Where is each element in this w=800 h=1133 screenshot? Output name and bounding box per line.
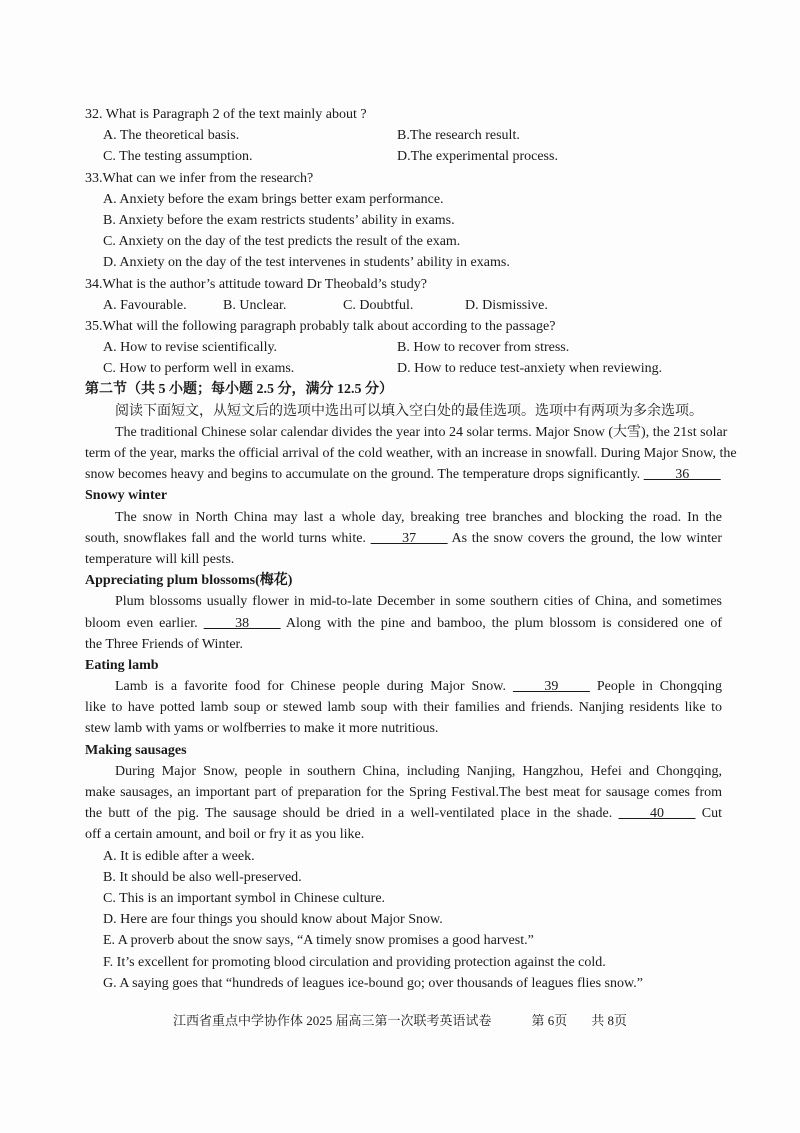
answer-option: B. How to recover from stress. bbox=[397, 340, 570, 356]
answer-option: C. How to perform well in exams. bbox=[103, 361, 295, 377]
choice-option: E. A proverb about the snow says, “A timely snow promises a good harvest.” bbox=[103, 933, 534, 949]
exam-title: 江西省重点中学协作体 2025 届高三第一次联考英语试卷 bbox=[172, 1013, 492, 1028]
answer-option: C. Doubtful. bbox=[343, 297, 414, 313]
answer-option: B. Unclear. bbox=[223, 297, 287, 313]
answer-option: A. Anxiety before the exam brings better exam performance. bbox=[103, 191, 444, 207]
option-row bbox=[85, 337, 722, 358]
passage-line: off a certain amount, and boil or fry it as you like. bbox=[85, 827, 365, 843]
passage-line: The traditional Chinese solar calendar divides the year into 24 solar terms. Major Snow (大雪), the 21st solar bbox=[115, 424, 728, 440]
question-stem: 33.What can we infer from the research? bbox=[85, 170, 314, 186]
passage-line: During Major Snow, people in southern China, including Nanjing, Hangzhou, Hefei and Chongqing, bbox=[115, 763, 722, 779]
question-stem: 35.What will the following paragraph probably talk about according to the passage? bbox=[85, 318, 556, 334]
answer-option: D. Anxiety on the day of the test intervenes in students’ ability in exams. bbox=[103, 255, 510, 271]
answer-option: D. How to reduce test-anxiety when reviewing. bbox=[397, 361, 663, 377]
question-stem: 34.What is the author’s attitude toward Dr Theobald’s study? bbox=[85, 276, 428, 292]
exam-content bbox=[85, 104, 737, 994]
answer-option: C. The testing assumption. bbox=[103, 149, 253, 165]
answer-option: A. How to revise scientifically. bbox=[103, 340, 278, 356]
passage-line: bloom even earlier. 38 Along with the pine and bamboo, the plum blossom is considered one of bbox=[85, 613, 722, 634]
passage-line: make sausages, an important part of preparation for the Spring Festival.The best meat for sausage comes from bbox=[85, 785, 722, 800]
option-row bbox=[85, 146, 722, 167]
blank-40: 40 bbox=[618, 806, 696, 822]
choice-option: G. A saying goes that “hundreds of leagues ice-bound go; over thousands of leagues flies snow.” bbox=[103, 975, 643, 991]
passage-subheading: Eating lamb bbox=[85, 657, 159, 673]
page-number: 第 6页 bbox=[531, 1013, 568, 1028]
choice-option: F. It’s excellent for promoting blood circulation and providing protection against the cold. bbox=[103, 954, 606, 970]
passage-line: The snow in North China may last a whole day, breaking tree branches and blocking the road. In the bbox=[115, 509, 722, 525]
question-stem: 32. What is Paragraph 2 of the text mainly about ? bbox=[85, 107, 367, 122]
answer-option: A. Favourable. bbox=[103, 297, 187, 313]
answer-option: D.The experimental process. bbox=[397, 149, 558, 165]
answer-option: D. Dismissive. bbox=[465, 297, 548, 313]
choice-option: B. It should be also well-preserved. bbox=[103, 869, 302, 885]
passage-line: stew lamb with yams or wolfberries to make it more nutritious. bbox=[85, 721, 439, 737]
answer-option: A. The theoretical basis. bbox=[103, 128, 240, 144]
option-row bbox=[85, 358, 722, 379]
answer-option: C. Anxiety on the day of the test predicts the result of the exam. bbox=[103, 234, 461, 250]
passage-line: like to have potted lamb soup or stewed lamb soup with their families and friends. Nanjing residents like to bbox=[85, 700, 722, 716]
passage-line: temperature will kill pests. bbox=[85, 551, 235, 567]
answer-option: B.The research result. bbox=[397, 128, 520, 144]
page-footer bbox=[0, 1010, 800, 1029]
blank-38: 38 bbox=[203, 615, 281, 631]
passage-subheading: Appreciating plum blossoms(梅花) bbox=[85, 573, 293, 589]
page-total: 共 8页 bbox=[591, 1013, 628, 1028]
passage-line: the butt of the pig. The sausage should be dried in a well-ventilated place in the shade. 40 Cut bbox=[85, 803, 722, 824]
blank-39: 39 bbox=[512, 679, 590, 695]
option-row bbox=[85, 125, 722, 146]
passage-line: Lamb is a favorite food for Chinese people during Major Snow. 39 People in Chongqing bbox=[85, 676, 722, 697]
blank-36: 36 bbox=[643, 467, 721, 483]
passage-line: Plum blossoms usually flower in mid-to-late December in some southern cities of China, and sometimes bbox=[115, 594, 722, 610]
passage-line: term of the year, marks the official arrival of the cold weather, with an increase in snowfall. During Major Snow, the bbox=[85, 446, 737, 461]
passage-line: snow becomes heavy and begins to accumulate on the ground. The temperature drops significantly. 36 bbox=[85, 464, 722, 485]
blank-37: 37 bbox=[370, 530, 448, 546]
section-heading: 第二节（共 5 小题；每小题 2.5 分，满分 12.5 分） bbox=[85, 382, 393, 398]
passage-line: south, snowflakes fall and the world turns white. 37 As the snow covers the ground, the low winter bbox=[85, 528, 722, 549]
passage-subheading: Snowy winter bbox=[85, 488, 168, 504]
passage-line: the Three Friends of Winter. bbox=[85, 636, 243, 652]
choice-option: D. Here are four things you should know about Major Snow. bbox=[103, 912, 443, 928]
section-instruction: 阅读下面短文，从短文后的选项中选出可以填入空白处的最佳选项。选项中有两项为多余选项。 bbox=[115, 403, 703, 419]
passage-subheading: Making sausages bbox=[85, 742, 187, 758]
answer-option: B. Anxiety before the exam restricts students’ ability in exams. bbox=[103, 212, 455, 228]
choice-option: A. It is edible after a week. bbox=[103, 848, 255, 864]
choice-option: C. This is an important symbol in Chinese culture. bbox=[103, 890, 386, 906]
option-row bbox=[85, 295, 722, 316]
